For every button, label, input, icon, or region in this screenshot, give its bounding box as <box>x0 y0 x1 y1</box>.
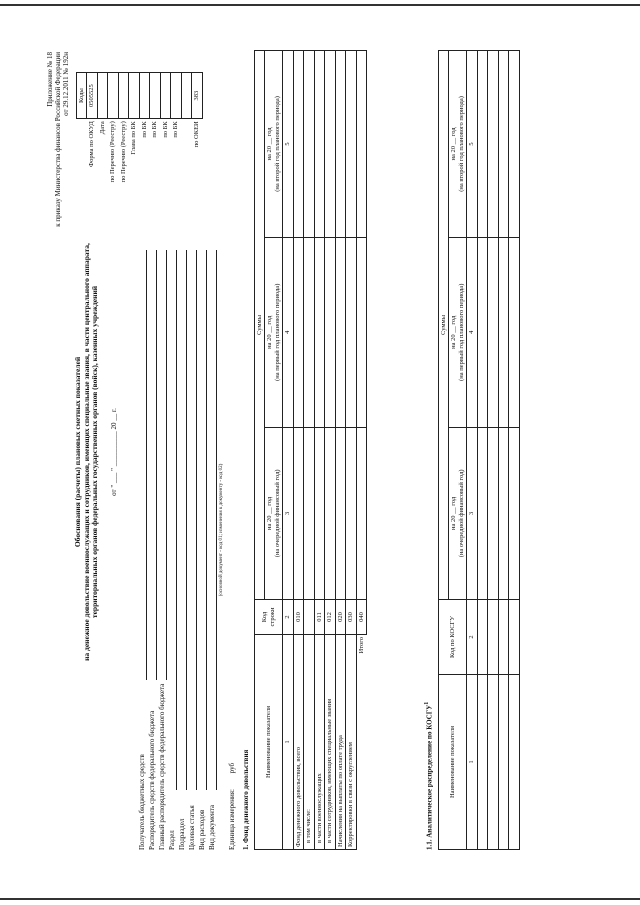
footnote-mark: 1 <box>424 701 430 705</box>
table-row <box>346 51 356 850</box>
appendix-line-2: к приказу Министерства финансов Российской Федерации <box>54 52 63 227</box>
form-title <box>74 192 100 712</box>
value-cell[interactable] <box>325 427 335 599</box>
codes-row-value[interactable] <box>160 73 170 119</box>
scan-border-bottom <box>0 898 640 900</box>
field-row <box>188 250 198 850</box>
value-cell[interactable] <box>488 237 498 427</box>
codes-okei-label: по ОКЕИ <box>193 121 201 148</box>
field-underline[interactable] <box>166 250 167 680</box>
codes-table <box>76 72 203 222</box>
codes-row-value[interactable] <box>97 73 107 119</box>
value-cell[interactable] <box>304 427 314 599</box>
field-underline[interactable] <box>196 250 197 790</box>
col-header-year-3: на 20 __ год (на второй год планового периода) <box>449 51 467 238</box>
row-name: в том числе: <box>304 635 314 850</box>
table-row <box>335 51 345 850</box>
appendix-line-1: Приложение № 18 <box>46 52 54 107</box>
row-code: 030 <box>346 600 356 635</box>
codes-row-value[interactable] <box>150 73 160 119</box>
appendix-block <box>46 52 70 312</box>
value-cell[interactable] <box>477 600 487 675</box>
field-row <box>198 250 208 850</box>
value-cell[interactable] <box>498 675 508 850</box>
col-number: 4 <box>283 237 293 427</box>
field-underline[interactable] <box>186 250 187 790</box>
col-number: 3 <box>467 427 477 599</box>
value-cell[interactable] <box>509 51 519 238</box>
row-code: 012 <box>325 600 335 635</box>
field-row <box>178 250 188 850</box>
table-row <box>304 51 314 850</box>
value-cell[interactable] <box>293 51 303 238</box>
row-name: Корректировки в связи с округлением <box>346 635 356 850</box>
row-name: в части сотрудников, имеющих специальные звания <box>325 635 335 850</box>
value-cell[interactable] <box>477 675 487 850</box>
value-cell[interactable] <box>498 600 508 675</box>
doc-type-hint: (основной документ - код 01; изменения к документу - код 02) <box>219 463 224 597</box>
col-header-sums: Суммы <box>255 51 265 600</box>
value-cell[interactable] <box>325 237 335 427</box>
col-header-year-3: на 20 __ год (на второй год планового периода) <box>265 51 283 238</box>
title-line-2: на денежное довольствие военнослужащих и сотрудников, имеющих специальные звания, в части центрального аппарата, <box>81 243 91 661</box>
col-header-sums: Суммы <box>439 51 449 600</box>
codes-blank-value[interactable] <box>181 73 191 119</box>
value-cell[interactable] <box>356 51 366 238</box>
codes-row-value[interactable] <box>139 73 149 119</box>
codes-row-label: по БК <box>172 121 180 138</box>
value-cell[interactable] <box>356 427 366 599</box>
codes-row-value[interactable] <box>129 73 139 119</box>
value-cell[interactable] <box>325 51 335 238</box>
col-header-year-2: на 20 __ год (на первый год планового периода) <box>265 237 283 427</box>
value-cell[interactable] <box>314 427 324 599</box>
field-row <box>168 250 178 850</box>
table-row <box>293 51 303 850</box>
field-underline[interactable] <box>176 250 177 790</box>
col-number: 5 <box>467 51 477 238</box>
value-cell[interactable] <box>314 237 324 427</box>
field-underline[interactable] <box>206 250 207 790</box>
codes-header: Коды <box>77 73 87 119</box>
value-cell[interactable] <box>509 427 519 599</box>
value-cell[interactable] <box>304 237 314 427</box>
codes-row-label: по БК <box>161 121 169 138</box>
section-1-table <box>254 50 367 850</box>
row-name: Начисления на выплаты по оплате труда <box>335 635 345 850</box>
row-code: 020 <box>335 600 345 635</box>
field-label: Раздел <box>168 830 176 850</box>
value-cell[interactable] <box>335 427 345 599</box>
col-header-name: Наименование показателя <box>255 635 283 850</box>
codes-form-label: Форма по ОКУД <box>88 121 96 167</box>
codes-form-value[interactable]: 0505525 <box>87 73 97 119</box>
appendix-line-3: от 29.12.2011 № 192н <box>62 52 71 116</box>
codes-row-label: по Перечню (Реестру) <box>119 121 127 183</box>
field-row <box>138 250 148 850</box>
title-line-1: Обоснования (расчеты) плановых сметных показателей <box>73 356 82 548</box>
row-code: 040 <box>356 600 366 635</box>
table-row <box>314 51 324 850</box>
col-number: 5 <box>283 51 293 238</box>
title-line-3: территориальных органов федеральных государственных органов (войск), казенных учреждений <box>90 285 100 619</box>
value-cell[interactable] <box>477 237 487 427</box>
field-underline[interactable] <box>216 250 217 790</box>
value-cell[interactable] <box>293 237 303 427</box>
field-label: Распорядитель средств федерального бюджета <box>148 710 156 850</box>
table-row <box>498 51 508 850</box>
value-cell[interactable] <box>356 237 366 427</box>
value-cell[interactable] <box>509 600 519 675</box>
table-row <box>488 51 498 850</box>
value-cell[interactable] <box>346 427 356 599</box>
value-cell[interactable] <box>314 51 324 238</box>
table-row <box>325 51 335 850</box>
col-header-year-1: на 20 __ год (на очередной финансовый год) <box>449 427 467 599</box>
field-label: Вид документа <box>208 804 216 850</box>
codes-row-label: по Перечню (Реестру) <box>109 121 117 183</box>
field-underline[interactable] <box>156 250 157 680</box>
table-row <box>509 51 519 850</box>
codes-row-label: по БК <box>140 121 148 138</box>
col-number: 2 <box>283 600 293 635</box>
field-row <box>208 250 218 850</box>
value-cell[interactable] <box>293 427 303 599</box>
value-cell[interactable] <box>488 427 498 599</box>
codes-row-label: Дата <box>98 121 106 135</box>
col-header-code: Код строки <box>255 600 283 635</box>
col-header-year-1: на 20 __ год (на очередной финансовый год) <box>265 427 283 599</box>
value-cell[interactable] <box>498 51 508 238</box>
value-cell[interactable] <box>488 675 498 850</box>
col-number: 4 <box>467 237 477 427</box>
value-cell[interactable] <box>346 237 356 427</box>
unit-label: Единица измерения: <box>228 789 236 850</box>
field-row <box>158 250 168 850</box>
value-cell[interactable] <box>335 51 345 238</box>
section-1-title: 1. Фонд денежного довольствия <box>242 749 250 850</box>
row-code: 011 <box>314 600 324 635</box>
value-cell[interactable] <box>488 51 498 238</box>
unit-value: руб <box>228 762 236 774</box>
codes-row-value[interactable] <box>171 73 181 119</box>
field-underline[interactable] <box>146 250 147 680</box>
section-1-1-table <box>438 50 520 850</box>
table-row <box>477 51 487 850</box>
value-cell[interactable] <box>498 237 508 427</box>
value-cell[interactable] <box>498 427 508 599</box>
codes-row-value[interactable] <box>118 73 128 119</box>
codes-row-label: по БК <box>151 121 159 138</box>
col-header-year-2: на 20 __ год (на первый год планового периода) <box>449 237 467 427</box>
table-row <box>356 51 366 850</box>
value-cell[interactable] <box>346 51 356 238</box>
field-label: Подраздел <box>178 818 186 850</box>
col-number: 3 <box>283 427 293 599</box>
row-name-total: Итого <box>356 635 366 850</box>
value-cell[interactable] <box>488 600 498 675</box>
unit-row <box>228 763 236 850</box>
codes-row-value[interactable] <box>108 73 118 119</box>
col-number: 1 <box>467 675 477 850</box>
value-cell[interactable] <box>509 237 519 427</box>
field-label: Целевая статья <box>188 805 196 850</box>
row-code: 010 <box>293 600 303 635</box>
row-code <box>304 600 314 635</box>
col-header-name: Наименование показателя <box>439 675 467 850</box>
fields-block <box>138 250 224 850</box>
value-cell[interactable] <box>304 51 314 238</box>
value-cell[interactable] <box>477 427 487 599</box>
value-cell[interactable] <box>477 51 487 238</box>
col-number: 1 <box>283 635 293 850</box>
date-line: от " ___ " __________ 20 __ г. <box>110 408 118 496</box>
value-cell[interactable] <box>509 675 519 850</box>
field-label: Получатель бюджетных средств <box>138 754 146 850</box>
row-name: Фонд денежного довольствия, всего <box>293 635 303 850</box>
col-number: 2 <box>467 600 477 675</box>
codes-okei-value[interactable]: 383 <box>192 73 202 119</box>
codes-row-label: Глава по БК <box>130 121 138 155</box>
field-label: Главный распорядитель средств федерального бюджета <box>158 683 166 850</box>
section-1-1-title: 1.1. Аналитическое распределение по КОСГУ$^1$ <box>424 701 434 850</box>
field-label: Вид расходов <box>198 809 206 850</box>
scan-border-top <box>0 4 640 6</box>
form-sheet <box>40 42 600 862</box>
col-header-code: Код по КОСГУ <box>439 600 467 675</box>
value-cell[interactable] <box>335 237 345 427</box>
field-row <box>148 250 158 850</box>
row-name: в части военнослужащих <box>314 635 324 850</box>
